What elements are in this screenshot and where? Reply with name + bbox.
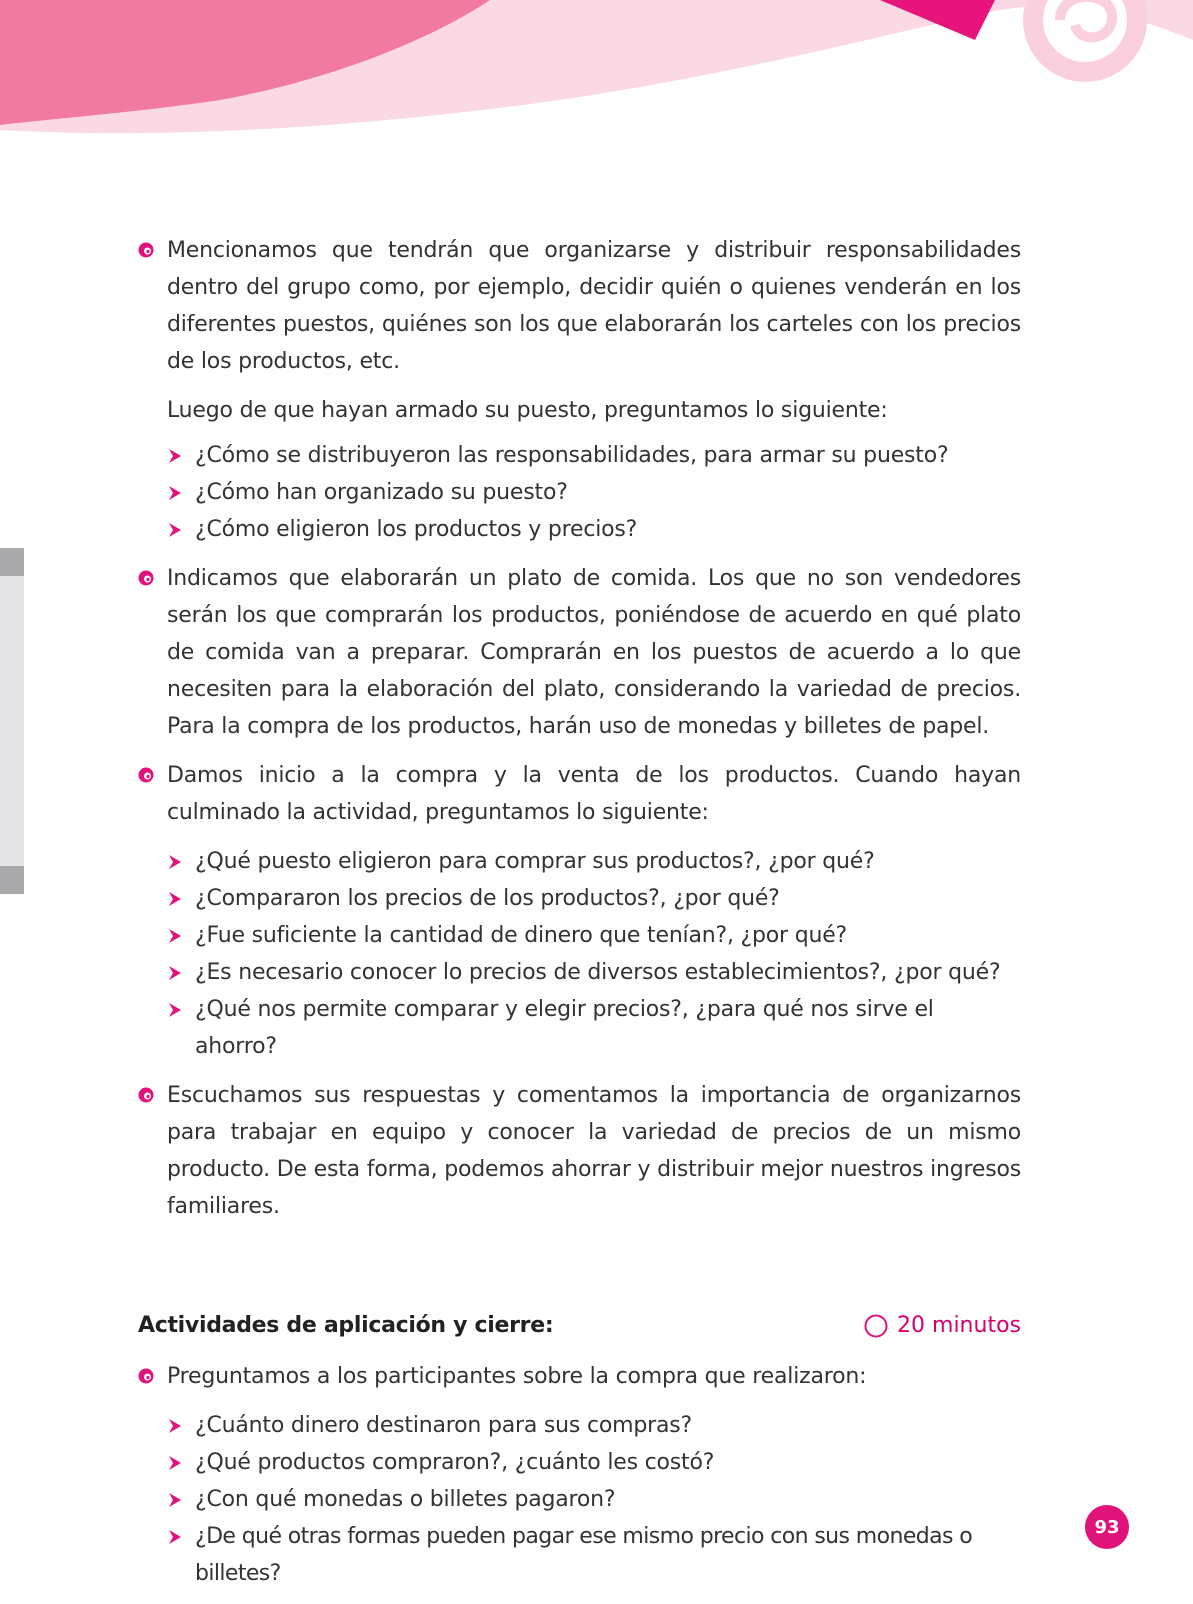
- question-list: [167, 1407, 1021, 1592]
- pink-swirl-bullet-icon: [138, 1368, 154, 1384]
- question-item: [167, 1407, 1021, 1444]
- question-text: ¿Qué puesto eligieron para comprar sus productos?, ¿por qué?: [195, 849, 875, 874]
- chevron-right-icon: [169, 855, 181, 869]
- chevron-right-icon: [169, 966, 181, 980]
- question-list: [167, 437, 1021, 548]
- chevron-right-icon: [169, 1530, 181, 1544]
- paragraph-text: Escuchamos sus respuestas y comentamos la importancia de organizarnos para trabajar en equipo y conocer la variedad de precios de un mismo producto. De esta forma, podemos ahorrar y distribuir mejor nuestros ingresos familiares.: [167, 1083, 1021, 1219]
- question-text: ¿Es necesario conocer lo precios de diversos establecimientos?, ¿por qué?: [195, 960, 1001, 985]
- time-label: 20 minutos: [897, 1313, 1021, 1338]
- question-item: [167, 474, 1021, 511]
- paragraph-text: Indicamos que elaborarán un plato de comida. Los que no son vendedores serán los que comprarán los productos, poniéndose de acuerdo en qué plato de comida van a preparar. Comprarán en los puestos de acuerdo a lo que necesiten para la elaboración del plato, considerando la variedad de precios. Para la compra de los productos, harán uso de monedas y billetes de papel.: [167, 566, 1021, 739]
- question-text: ¿Cómo se distribuyeron las responsabilidades, para armar su puesto?: [195, 443, 949, 468]
- chevron-right-icon: [169, 1419, 181, 1433]
- bullet-paragraph: [138, 1358, 1021, 1395]
- question-item: [167, 954, 1021, 991]
- paragraph-text: Damos inicio a la compra y la venta de los productos. Cuando hayan culminado la actividad, preguntamos lo siguiente:: [167, 763, 1021, 825]
- pink-swirl-bullet-icon: [138, 242, 154, 258]
- question-text: ¿Con qué monedas o billetes pagaron?: [195, 1487, 616, 1512]
- main-content: [138, 232, 1021, 1604]
- question-item: [167, 1481, 1021, 1518]
- section-heading: [138, 1307, 1021, 1344]
- chevron-right-icon: [169, 929, 181, 943]
- followup-text: Luego de que hayan armado su puesto, preguntamos lo siguiente:: [167, 398, 888, 423]
- question-item: [167, 880, 1021, 917]
- question-text: ¿Cuánto dinero destinaron para sus compras?: [195, 1413, 692, 1438]
- question-text: ¿Qué nos permite comparar y elegir precios?, ¿para qué nos sirve el ahorro?: [195, 997, 934, 1059]
- question-item: [167, 917, 1021, 954]
- chevron-right-icon: [169, 523, 181, 537]
- question-item: [167, 991, 1021, 1065]
- question-item: [167, 511, 1021, 548]
- chevron-right-icon: [169, 486, 181, 500]
- section-title: Actividades de aplicación y cierre:: [138, 1313, 554, 1338]
- question-item: [167, 843, 1021, 880]
- paragraph-text: Preguntamos a los participantes sobre la compra que realizaron:: [167, 1364, 867, 1389]
- question-text: ¿Fue suficiente la cantidad de dinero que tenían?, ¿por qué?: [195, 923, 848, 948]
- question-item: [167, 1444, 1021, 1481]
- chevron-right-icon: [169, 1493, 181, 1507]
- paragraph-text: Mencionamos que tendrán que organizarse y distribuir responsabilidades dentro del grupo como, por ejemplo, decidir quién o quienes venderán en los diferentes puestos, quiénes son los que elaborarán los carteles con los precios de los productos, etc.: [167, 238, 1021, 374]
- chevron-right-icon: [169, 892, 181, 906]
- clock-circle-icon: [864, 1314, 888, 1338]
- question-text: ¿Compararon los precios de los productos?, ¿por qué?: [195, 886, 780, 911]
- question-list: [167, 843, 1021, 1065]
- bullet-paragraph: [138, 560, 1021, 745]
- bullet-paragraph: [138, 1077, 1021, 1225]
- question-text: ¿Cómo eligieron los productos y precios?: [195, 517, 638, 542]
- bullet-paragraph: [138, 232, 1021, 380]
- question-item: [167, 1518, 1021, 1592]
- chevron-right-icon: [169, 1456, 181, 1470]
- header-wave-decoration: [0, 0, 1193, 160]
- side-tab-decoration: [0, 548, 24, 894]
- question-item: [167, 437, 1021, 474]
- bullet-paragraph: [138, 757, 1021, 831]
- chevron-right-icon: [169, 449, 181, 463]
- pink-swirl-bullet-icon: [138, 570, 154, 586]
- page-number: 93: [1085, 1505, 1129, 1549]
- question-text: ¿De qué otras formas pueden pagar ese mismo precio con sus monedas o billetes?: [195, 1524, 973, 1586]
- time-indicator: [864, 1307, 1021, 1344]
- question-text: ¿Qué productos compraron?, ¿cuánto les costó?: [195, 1450, 715, 1475]
- question-text: ¿Cómo han organizado su puesto?: [195, 480, 568, 505]
- pink-swirl-bullet-icon: [138, 1087, 154, 1103]
- chevron-right-icon: [169, 1003, 181, 1017]
- pink-swirl-bullet-icon: [138, 767, 154, 783]
